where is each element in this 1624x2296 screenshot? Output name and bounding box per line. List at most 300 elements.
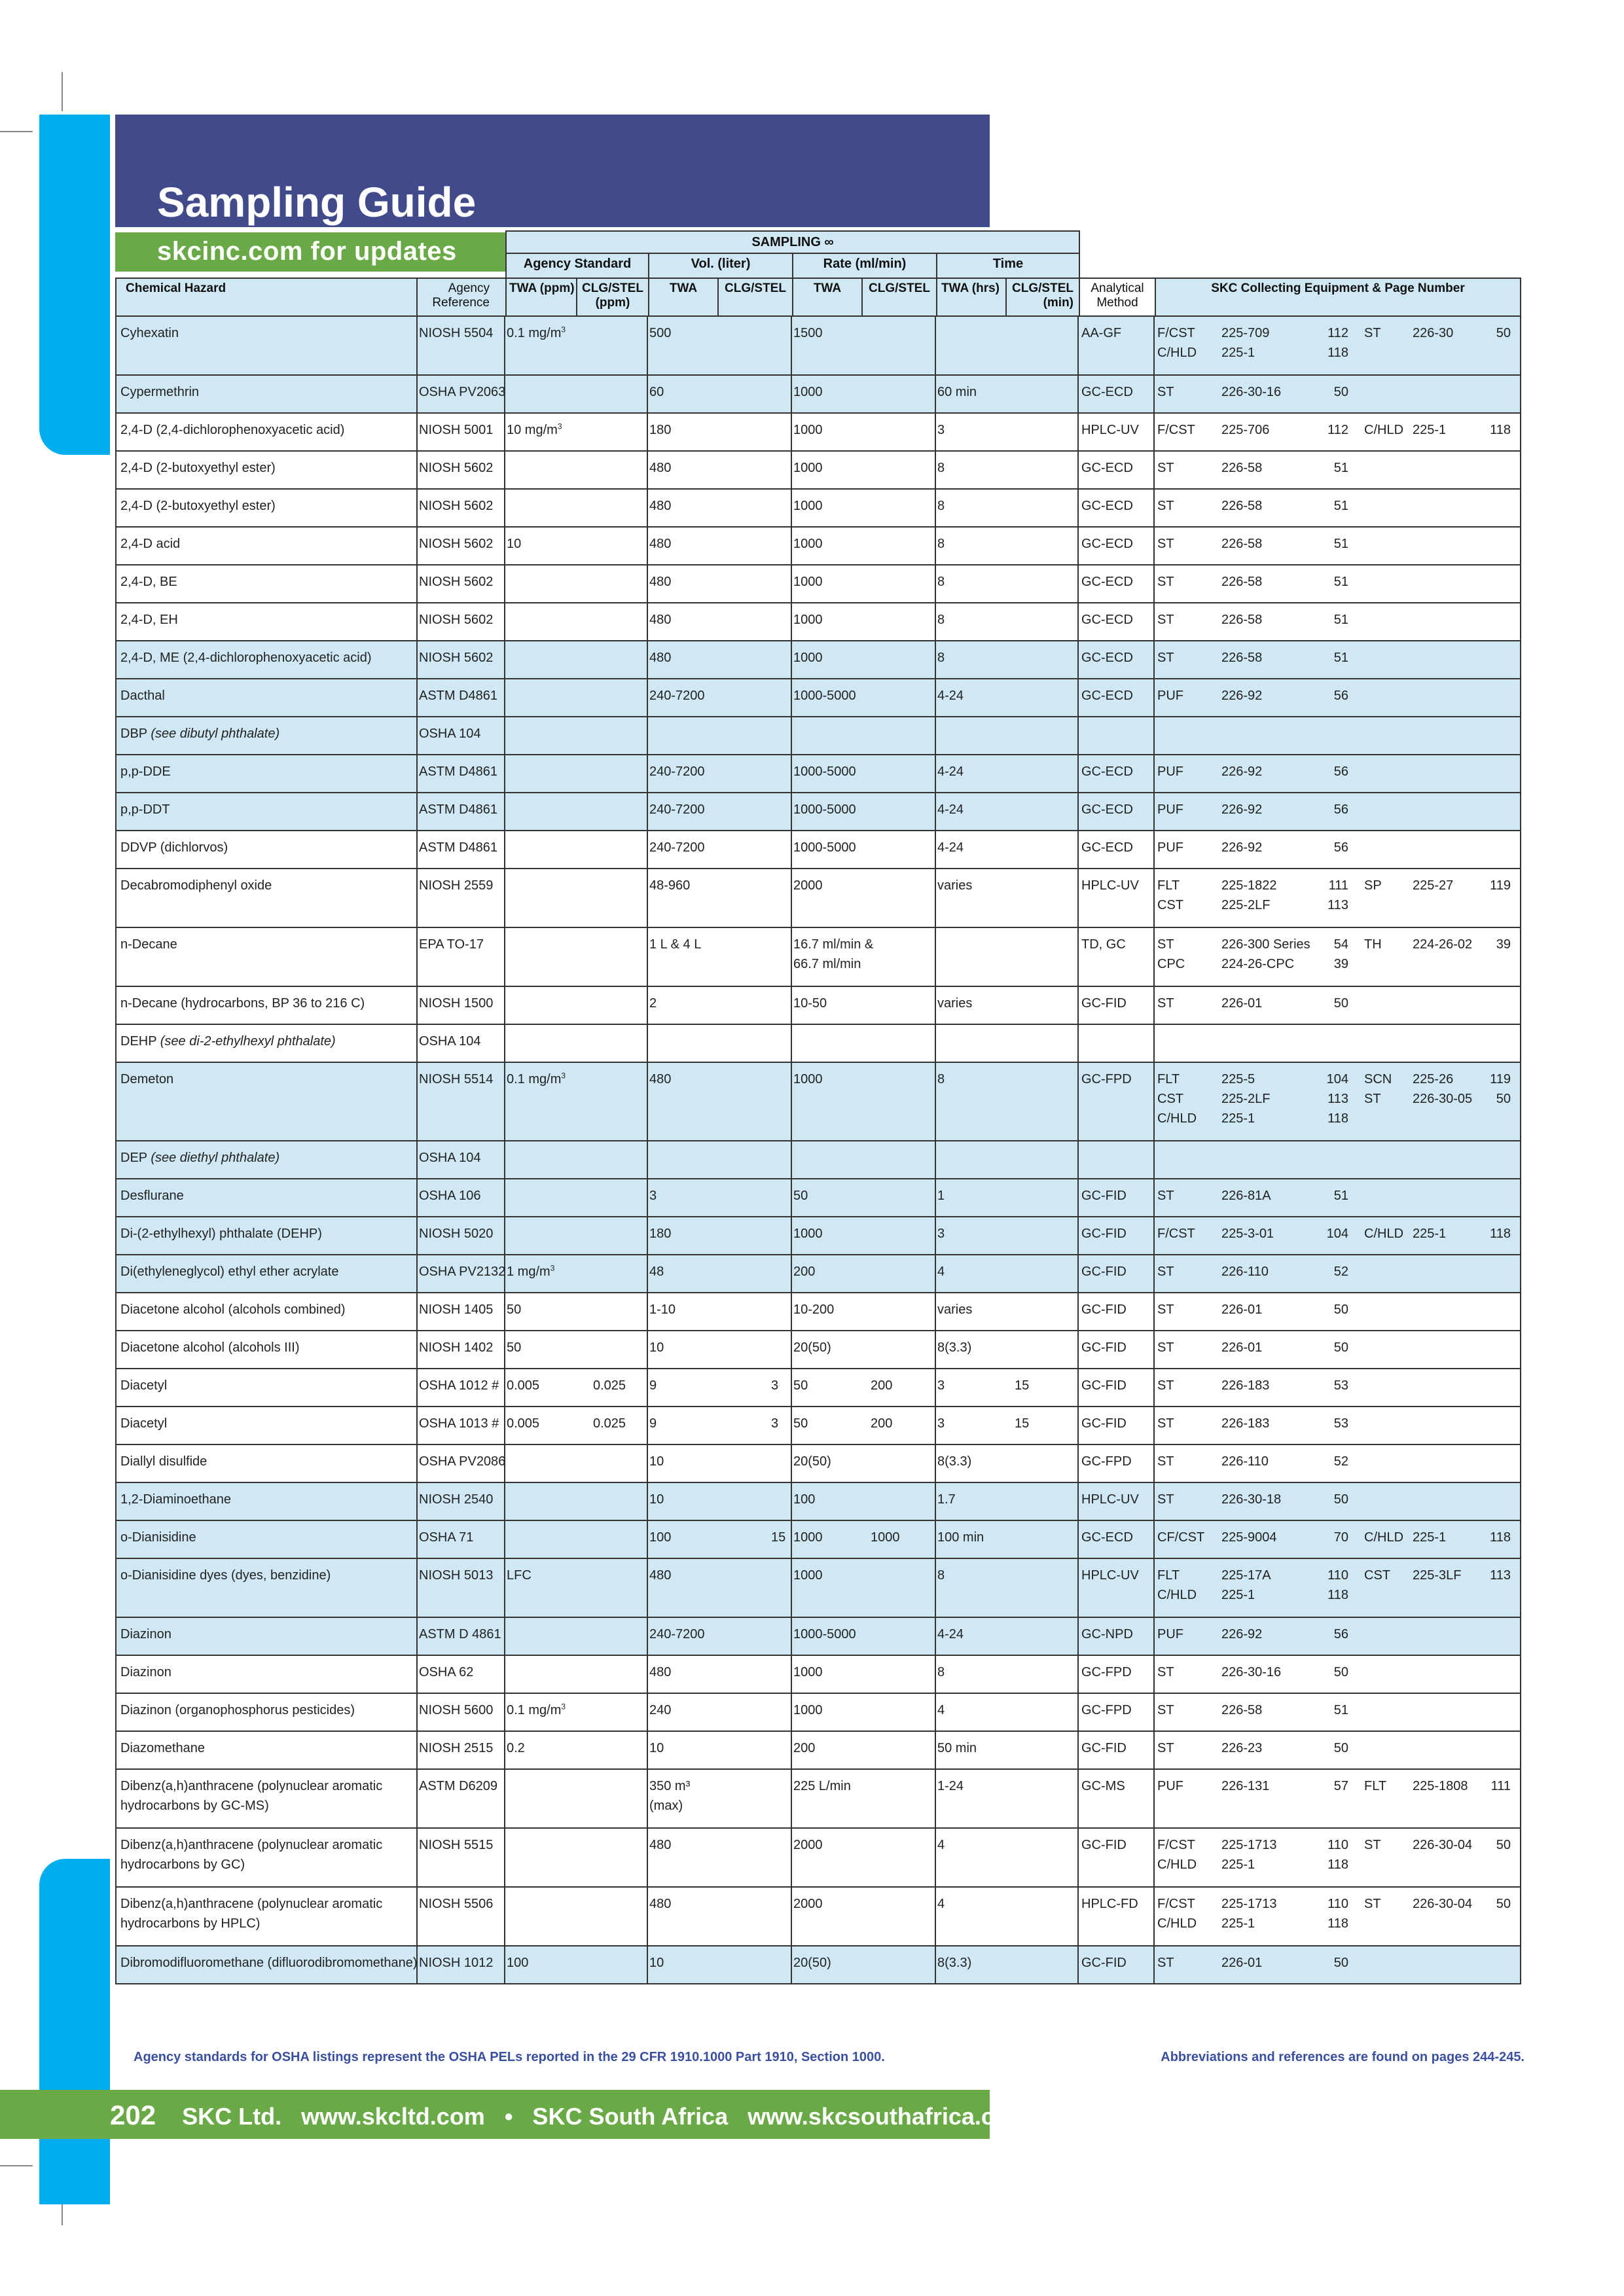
equipment-cell: 226-30-16 <box>1221 1665 1282 1679</box>
agency-reference: NIOSH 2559 <box>419 878 494 893</box>
footer-company-links[interactable]: SKC Ltd. www.skcltd.com • SKC South Africa www.skcsouthafrica.co.za <box>182 2103 1040 2130</box>
time-twa: 4 <box>937 1838 945 1852</box>
analytical-method: GC-FID <box>1081 1265 1127 1279</box>
table-row <box>115 490 1521 528</box>
equipment-cell: 104 <box>1326 1227 1348 1241</box>
volume-twa: 1 L & 4 L <box>649 937 702 952</box>
equipment-cell: 118 <box>1490 1530 1511 1545</box>
equipment-cell: 57 <box>1333 1779 1348 1793</box>
agency-reference: NIOSH 2540 <box>419 1492 494 1507</box>
equipment-cell: 51 <box>1333 1189 1348 1203</box>
equipment-cell: C/HLD <box>1364 423 1404 437</box>
col-volume-clg: CLG/STEL <box>717 278 793 317</box>
rate-twa: 50 <box>793 1378 808 1393</box>
equipment-cell: ST <box>1364 1092 1381 1106</box>
time-twa: 8 <box>937 575 945 589</box>
equipment-cell: SCN <box>1364 1072 1392 1086</box>
equipment-cell: 226-58 <box>1221 651 1263 665</box>
equipment-cell: 225-709 <box>1221 326 1270 340</box>
chemical-name: 2,4-D acid <box>120 537 181 551</box>
chemical-see-reference: (see di-2-ethylhexyl phthalate) <box>160 1034 336 1049</box>
standard-twa: 0.1 $mg/m^3$ <box>507 1702 566 1717</box>
analytical-method: GC-ECD <box>1081 764 1133 779</box>
volume-twa: 180 <box>649 1227 672 1241</box>
table-row <box>115 1732 1521 1770</box>
equipment-cell: 225-1713 <box>1221 1838 1277 1852</box>
equipment-cell: C/HLD <box>1364 1530 1404 1545</box>
analytical-method: GC-FID <box>1081 1416 1127 1431</box>
analytical-method: GC-FID <box>1081 1378 1127 1393</box>
equipment-cell: PUF <box>1157 764 1183 779</box>
col-analytical-method: Analytical Method <box>1079 278 1156 317</box>
analytical-method: GC-NPD <box>1081 1627 1133 1641</box>
table-row <box>115 1063 1521 1141</box>
chemical-name: p,p-DDT <box>120 802 170 817</box>
equipment-cell: 225-1808 <box>1413 1779 1468 1793</box>
col-volume-twa: TWA <box>648 278 719 317</box>
equipment-cell: 119 <box>1490 1072 1511 1086</box>
time-twa: 8 <box>937 537 945 551</box>
agency-reference: NIOSH 5602 <box>419 613 494 627</box>
analytical-method: GC-FID <box>1081 1340 1127 1355</box>
equipment-cell: ST <box>1157 1340 1174 1355</box>
equipment-cell: 225-17A <box>1221 1568 1271 1583</box>
table-row <box>115 317 1521 376</box>
chemical-name: Di-(2-ethylhexyl) phthalate (DEHP) <box>120 1227 322 1241</box>
equipment-cell: C/HLD <box>1157 1857 1197 1872</box>
equipment-cell: 226-23 <box>1221 1741 1263 1755</box>
equipment-cell: 118 <box>1490 423 1511 437</box>
volume-clg: 3 <box>771 1378 779 1393</box>
agency-reference: NIOSH 5514 <box>419 1072 494 1086</box>
chemical-name: Diazinon (organophosphorus pesticides) <box>120 1703 355 1717</box>
time-twa: 60 min <box>937 385 977 399</box>
standard-twa: 0.005 <box>507 1416 540 1431</box>
equipment-cell: SP <box>1364 878 1382 893</box>
rate-twa: 1000 <box>793 651 823 665</box>
rate-twa: 10-200 <box>793 1302 835 1317</box>
equipment-cell: 226-92 <box>1221 689 1263 703</box>
equipment-cell: CST <box>1364 1568 1390 1583</box>
equipment-cell: ST <box>1157 996 1174 1011</box>
equipment-cell: 111 <box>1490 1779 1511 1793</box>
time-twa: 8(3.3) <box>937 1454 972 1469</box>
table-row <box>115 1407 1521 1445</box>
standard-twa: 10 $mg/m^3$ <box>507 422 562 437</box>
time-twa: 3 <box>937 423 945 437</box>
volume-twa: 10 <box>649 1492 664 1507</box>
equipment-cell: 113 <box>1327 898 1348 912</box>
volume-twa: 240-7200 <box>649 764 705 779</box>
equipment-cell: F/CST <box>1157 1897 1195 1911</box>
time-twa: 4 <box>937 1265 945 1279</box>
equipment-cell: CPC <box>1157 957 1185 971</box>
time-twa: 8 <box>937 651 945 665</box>
equipment-cell: CST <box>1157 898 1183 912</box>
analytical-method: GC-FID <box>1081 1956 1127 1970</box>
time-twa: varies <box>937 996 973 1011</box>
agency-reference: OSHA 71 <box>419 1530 474 1545</box>
table-row <box>115 1770 1521 1829</box>
volume-twa: 2 <box>649 996 657 1011</box>
analytical-method: GC-ECD <box>1081 689 1133 703</box>
analytical-method: GC-ECD <box>1081 575 1133 589</box>
equipment-cell: ST <box>1157 1302 1174 1317</box>
rate-twa: 1000-5000 <box>793 689 856 703</box>
equipment-cell: 226-30-05 <box>1413 1092 1473 1106</box>
rate-twa: 200 <box>793 1265 816 1279</box>
volume-twa: 10 <box>649 1741 664 1755</box>
equipment-cell: 39 <box>1496 937 1511 952</box>
equipment-cell: 225-5 <box>1221 1072 1255 1086</box>
agency-reference: NIOSH 5020 <box>419 1227 494 1241</box>
rate-twa: 2000 <box>793 1838 823 1852</box>
equipment-cell: ST <box>1157 461 1174 475</box>
time-clg: 15 <box>1015 1378 1030 1393</box>
equipment-cell: 50 <box>1496 1092 1511 1106</box>
equipment-cell: 226-58 <box>1221 537 1263 551</box>
analytical-method: HPLC-UV <box>1081 878 1139 893</box>
agency-reference: ASTM D4861 <box>419 840 498 855</box>
rate-twa: 66.7 ml/min <box>793 957 861 971</box>
volume-twa: 48-960 <box>649 878 691 893</box>
agency-reference: OSHA PV2063 <box>419 385 506 399</box>
volume-twa: (max) <box>649 1799 683 1813</box>
volume-twa: 480 <box>649 1665 672 1679</box>
table-row <box>115 641 1521 679</box>
equipment-cell: FLT <box>1364 1779 1387 1793</box>
equipment-cell: 118 <box>1327 1916 1348 1931</box>
equipment-cell: F/CST <box>1157 326 1195 340</box>
chemical-name: hydrocarbons by GC) <box>120 1857 245 1872</box>
agency-reference: NIOSH 5602 <box>419 651 494 665</box>
equipment-cell: 226-30-04 <box>1413 1838 1473 1852</box>
equipment-cell: PUF <box>1157 802 1183 817</box>
analytical-method: HPLC-UV <box>1081 423 1139 437</box>
table-row <box>115 1369 1521 1407</box>
equipment-cell: 39 <box>1333 957 1348 971</box>
rate-twa: 20(50) <box>793 1454 831 1469</box>
agency-reference: OSHA 104 <box>419 726 481 741</box>
analytical-method: GC-FID <box>1081 1302 1127 1317</box>
table-body <box>115 317 1521 1984</box>
equipment-cell: 226-01 <box>1221 1956 1263 1970</box>
chemical-name: o-Dianisidine dyes (dyes, benzidine) <box>120 1568 331 1583</box>
equipment-cell: 70 <box>1333 1530 1348 1545</box>
standard-twa: 0.1 $mg/m^3$ <box>507 325 566 340</box>
equipment-cell: ST <box>1364 1838 1381 1852</box>
equipment-cell: PUF <box>1157 840 1183 855</box>
equipment-cell: 226-30-18 <box>1221 1492 1282 1507</box>
table-row <box>115 1656 1521 1694</box>
rate-twa: 10-50 <box>793 996 827 1011</box>
time-twa: 4-24 <box>937 689 964 703</box>
chemical-name: o-Dianisidine <box>120 1530 196 1545</box>
agency-reference: NIOSH 1405 <box>419 1302 494 1317</box>
time-twa: 8 <box>937 1568 945 1583</box>
table-row <box>115 1559 1521 1618</box>
rate-twa: 1000 <box>793 1072 823 1086</box>
time-twa: 3 <box>937 1227 945 1241</box>
volume-twa: 480 <box>649 461 672 475</box>
equipment-cell: 50 <box>1333 1741 1348 1755</box>
analytical-method: TD, GC <box>1081 937 1126 952</box>
volume-group: Vol. (liter) <box>648 253 793 279</box>
agency-reference: EPA TO-17 <box>419 937 484 952</box>
volume-clg: 3 <box>771 1416 779 1431</box>
rate-twa: 1000 <box>793 537 823 551</box>
time-twa: 8(3.3) <box>937 1340 972 1355</box>
col-rate-twa: TWA <box>792 278 863 317</box>
agency-reference: NIOSH 1402 <box>419 1340 494 1355</box>
equipment-cell: ST <box>1364 326 1381 340</box>
equipment-cell: PUF <box>1157 1627 1183 1641</box>
agency-reference: NIOSH 5013 <box>419 1568 494 1583</box>
time-twa: 4-24 <box>937 840 964 855</box>
equipment-cell: 226-58 <box>1221 613 1263 627</box>
agency-reference: NIOSH 1500 <box>419 996 494 1011</box>
equipment-cell: 225-9004 <box>1221 1530 1277 1545</box>
page-title: Sampling Guide <box>157 179 477 226</box>
equipment-cell: F/CST <box>1157 423 1195 437</box>
standard-twa: 100 <box>507 1956 529 1970</box>
agency-reference: NIOSH 5602 <box>419 499 494 513</box>
equipment-cell: 225-3-01 <box>1221 1227 1274 1241</box>
table-row <box>115 1946 1521 1984</box>
equipment-cell: 54 <box>1333 937 1348 952</box>
standard-twa: 0.2 <box>507 1741 525 1755</box>
equipment-cell: 113 <box>1490 1568 1511 1583</box>
chemical-name: n-Decane <box>120 937 177 952</box>
analytical-method: HPLC-FD <box>1081 1897 1138 1911</box>
table-row <box>115 1217 1521 1255</box>
time-clg: 15 <box>1015 1416 1030 1431</box>
equipment-cell: TH <box>1364 937 1382 952</box>
rate-twa: 1000 <box>793 1568 823 1583</box>
equipment-cell: ST <box>1157 575 1174 589</box>
analytical-method: HPLC-UV <box>1081 1568 1139 1583</box>
table-row <box>115 1888 1521 1946</box>
table-row <box>115 1694 1521 1732</box>
chemical-name: Demeton <box>120 1072 174 1086</box>
chemical-name: Desflurane <box>120 1189 184 1203</box>
volume-twa: 240-7200 <box>649 840 705 855</box>
time-twa: 1-24 <box>937 1779 964 1793</box>
table-row <box>115 1293 1521 1331</box>
table-row <box>115 603 1521 641</box>
analytical-method: GC-FID <box>1081 996 1127 1011</box>
chemical-name: Diacetone alcohol (alcohols III) <box>120 1340 300 1355</box>
standard-twa: 0.005 <box>507 1378 540 1393</box>
agency-reference: ASTM D4861 <box>419 802 498 817</box>
analytical-method: GC-ECD <box>1081 1530 1133 1545</box>
chemical-name: DEP (see diethyl phthalate) <box>120 1151 280 1165</box>
equipment-cell: 226-300 Series <box>1221 937 1310 952</box>
equipment-cell: FLT <box>1157 1072 1180 1086</box>
equipment-cell: ST <box>1157 651 1174 665</box>
table-row <box>115 1829 1521 1888</box>
chemical-name: Diazinon <box>120 1627 171 1641</box>
equipment-cell: 226-58 <box>1221 575 1263 589</box>
chemical-name: Diazinon <box>120 1665 171 1679</box>
equipment-cell: 226-92 <box>1221 764 1263 779</box>
col-agency-reference: Agency Reference <box>416 278 507 317</box>
equipment-cell: 226-58 <box>1221 1703 1263 1717</box>
time-twa: 4-24 <box>937 1627 964 1641</box>
table-row <box>115 528 1521 565</box>
rate-twa: 1000-5000 <box>793 840 856 855</box>
table-row <box>115 1179 1521 1217</box>
equipment-cell: C/HLD <box>1157 1916 1197 1931</box>
equipment-cell: 110 <box>1327 1838 1348 1852</box>
equipment-cell: 226-183 <box>1221 1378 1270 1393</box>
table-row <box>115 717 1521 755</box>
table-row <box>115 452 1521 490</box>
rate-twa: 20(50) <box>793 1956 831 1970</box>
analytical-method: GC-ECD <box>1081 461 1133 475</box>
equipment-cell: 225-1 <box>1221 1857 1255 1872</box>
equipment-cell: ST <box>1157 1416 1174 1431</box>
analytical-method: GC-ECD <box>1081 499 1133 513</box>
rate-twa: 1000-5000 <box>793 802 856 817</box>
sampling-group-header: SAMPLING ∞ <box>505 230 1080 254</box>
standard-twa: 10 <box>507 537 522 551</box>
equipment-cell: C/HLD <box>1364 1227 1404 1241</box>
page-number: 202 <box>110 2100 156 2130</box>
volume-twa: 3 <box>649 1189 657 1203</box>
table-row <box>115 376 1521 414</box>
equipment-cell: 111 <box>1328 878 1348 893</box>
equipment-cell: 225-2LF <box>1221 1092 1271 1106</box>
time-twa: 4-24 <box>937 802 964 817</box>
equipment-cell: ST <box>1157 385 1174 399</box>
time-twa: 3 <box>937 1378 945 1393</box>
equipment-cell: 53 <box>1333 1416 1348 1431</box>
rate-twa: 225 L/min <box>793 1779 851 1793</box>
time-twa: 3 <box>937 1416 945 1431</box>
website-link[interactable]: skcinc.com for updates <box>157 237 457 266</box>
rate-twa: 1000 <box>793 423 823 437</box>
chemical-name: 2,4-D (2-butoxyethyl ester) <box>120 499 276 513</box>
standard-twa: 1 $mg/m^3$ <box>507 1263 555 1279</box>
equipment-cell: ST <box>1157 1492 1174 1507</box>
col-standard-clg: CLG/STEL (ppm) <box>576 278 649 317</box>
time-twa: varies <box>937 1302 973 1317</box>
time-twa: 4-24 <box>937 764 964 779</box>
equipment-cell: 118 <box>1327 1857 1348 1872</box>
chemical-name: Diazomethane <box>120 1741 205 1755</box>
rate-twa: 1000 <box>793 1665 823 1679</box>
standard-twa: 0.1 $mg/m^3$ <box>507 1071 566 1086</box>
analytical-method: GC-ECD <box>1081 537 1133 551</box>
analytical-method: HPLC-UV <box>1081 1492 1139 1507</box>
rate-clg: 1000 <box>871 1530 900 1545</box>
table-row <box>115 755 1521 793</box>
chemical-name: 1,2-Diaminoethane <box>120 1492 231 1507</box>
col-time-clg: CLG/STEL (min) <box>1005 278 1080 317</box>
equipment-cell: 225-1 <box>1221 1111 1255 1126</box>
analytical-method: GC-MS <box>1081 1779 1125 1793</box>
chemical-name: Diacetyl <box>120 1416 168 1431</box>
table-row <box>115 1483 1521 1521</box>
volume-twa: 10 <box>649 1956 664 1970</box>
table-row <box>115 928 1521 987</box>
rate-twa: 2000 <box>793 1897 823 1911</box>
footnote-osha: Agency standards for OSHA listings represent the OSHA PELs reported in the 29 CFR 1910.1000 Part 1910, Section 1000. <box>134 2050 885 2064</box>
equipment-cell: ST <box>1157 1703 1174 1717</box>
equipment-cell: 104 <box>1326 1072 1348 1086</box>
analytical-method: GC-FID <box>1081 1741 1127 1755</box>
time-twa: 4 <box>937 1703 945 1717</box>
equipment-cell: 51 <box>1333 537 1348 551</box>
agency-reference: OSHA 104 <box>419 1034 481 1049</box>
equipment-cell: 51 <box>1333 461 1348 475</box>
chemical-name: DBP (see dibutyl phthalate) <box>120 726 280 741</box>
agency-reference: OSHA 1013 # <box>419 1416 499 1431</box>
table-row <box>115 1618 1521 1656</box>
time-group: Time <box>936 253 1080 279</box>
table-row <box>115 1025 1521 1063</box>
rate-twa: 1500 <box>793 326 823 340</box>
volume-twa: 480 <box>649 575 672 589</box>
equipment-cell: 225-1822 <box>1221 878 1277 893</box>
volume-twa: 480 <box>649 651 672 665</box>
volume-twa: 480 <box>649 1897 672 1911</box>
volume-twa: 240 <box>649 1703 672 1717</box>
equipment-cell: 226-110 <box>1221 1265 1269 1279</box>
chemical-name: 2,4-D, ME (2,4-dichlorophenoxyacetic acid) <box>120 651 372 665</box>
agency-reference: OSHA 1012 # <box>419 1378 499 1393</box>
chemical-name: DDVP (dichlorvos) <box>120 840 228 855</box>
equipment-cell: CST <box>1157 1092 1183 1106</box>
equipment-cell: 56 <box>1333 802 1348 817</box>
chemical-name: Dibenz(a,h)anthracene (polynuclear aromatic <box>120 1897 383 1911</box>
standard-twa: LFC <box>507 1568 532 1583</box>
footer-line <box>110 2100 1040 2131</box>
volume-twa: 240-7200 <box>649 1627 705 1641</box>
equipment-cell: 226-110 <box>1221 1454 1269 1469</box>
equipment-cell: ST <box>1157 1741 1174 1755</box>
equipment-cell: C/HLD <box>1157 1588 1197 1602</box>
standard-twa: 50 <box>507 1340 522 1355</box>
equipment-cell: 226-131 <box>1221 1779 1270 1793</box>
superscript: 3 <box>550 1263 555 1273</box>
volume-clg: 15 <box>771 1530 786 1545</box>
analytical-method: AA-GF <box>1081 326 1122 340</box>
analytical-method: GC-ECD <box>1081 840 1133 855</box>
analytical-method: GC-FPD <box>1081 1665 1132 1679</box>
side-tab-bottom <box>39 1859 110 2204</box>
equipment-cell: ST <box>1157 1454 1174 1469</box>
rate-twa: 20(50) <box>793 1340 831 1355</box>
equipment-cell: F/CST <box>1157 1838 1195 1852</box>
chemical-name: Cyhexatin <box>120 326 179 340</box>
agency-reference: NIOSH 5602 <box>419 461 494 475</box>
equipment-cell: 226-01 <box>1221 996 1263 1011</box>
chemical-name: Di(ethyleneglycol) ethyl ether acrylate <box>120 1265 339 1279</box>
col-time-twa: TWA (hrs) <box>936 278 1007 317</box>
equipment-cell: ST <box>1157 937 1174 952</box>
time-twa: 1 <box>937 1189 945 1203</box>
equipment-cell: 113 <box>1327 1092 1348 1106</box>
superscript: 3 <box>561 1071 566 1081</box>
time-twa: 8 <box>937 1072 945 1086</box>
rate-twa: 50 <box>793 1189 808 1203</box>
equipment-cell: C/HLD <box>1157 346 1197 360</box>
equipment-cell: 118 <box>1327 1588 1348 1602</box>
equipment-cell: 225-1 <box>1221 1588 1255 1602</box>
chemical-name: Dibenz(a,h)anthracene (polynuclear aromatic <box>120 1838 383 1852</box>
